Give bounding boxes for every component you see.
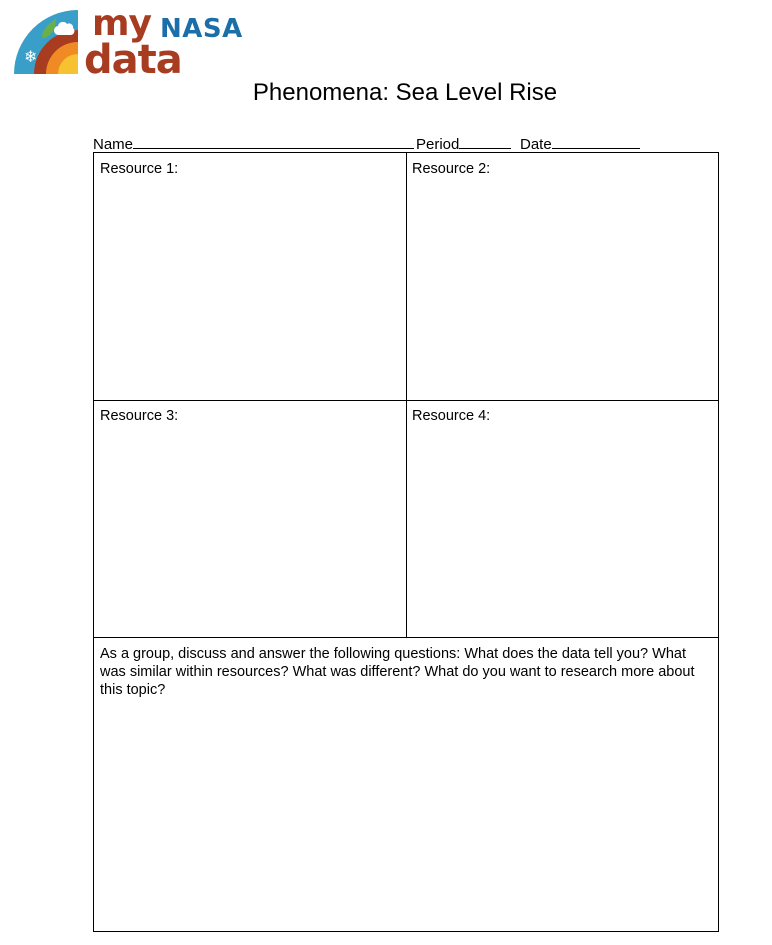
resource-1-label: Resource 1: (100, 161, 179, 177)
resource-2-label: Resource 2: (412, 161, 491, 177)
discussion-prompt: As a group, discuss and answer the following questions: What does the data tell you? What was similar within resources? What was different? What do you want to research more about this topic? (100, 646, 695, 698)
logo-text-my: my (92, 3, 151, 44)
logo-mark-icon (12, 8, 84, 78)
row-divider-1 (94, 400, 718, 401)
logo-text-nasa: NASA (160, 14, 243, 44)
period-label: Period (416, 136, 460, 153)
row-divider-2 (94, 637, 718, 638)
column-divider (406, 153, 407, 637)
resource-4-box[interactable] (406, 400, 718, 637)
resource-grid (93, 152, 719, 932)
date-label: Date (520, 136, 552, 153)
resource-3-box[interactable] (94, 400, 406, 637)
resource-1-box[interactable] (94, 153, 406, 400)
logo-text-data: data (84, 37, 182, 83)
resource-3-label: Resource 3: (100, 408, 179, 424)
name-label: Name (93, 136, 134, 153)
period-blank[interactable] (459, 134, 511, 149)
svg-text:❄: ❄ (24, 47, 38, 66)
resource-2-box[interactable] (406, 153, 718, 400)
my-nasa-data-logo (12, 3, 243, 83)
resource-4-label: Resource 4: (412, 408, 491, 424)
date-blank[interactable] (552, 134, 640, 149)
name-blank[interactable] (133, 134, 414, 149)
page-title: Phenomena: Sea Level Rise (252, 79, 558, 106)
